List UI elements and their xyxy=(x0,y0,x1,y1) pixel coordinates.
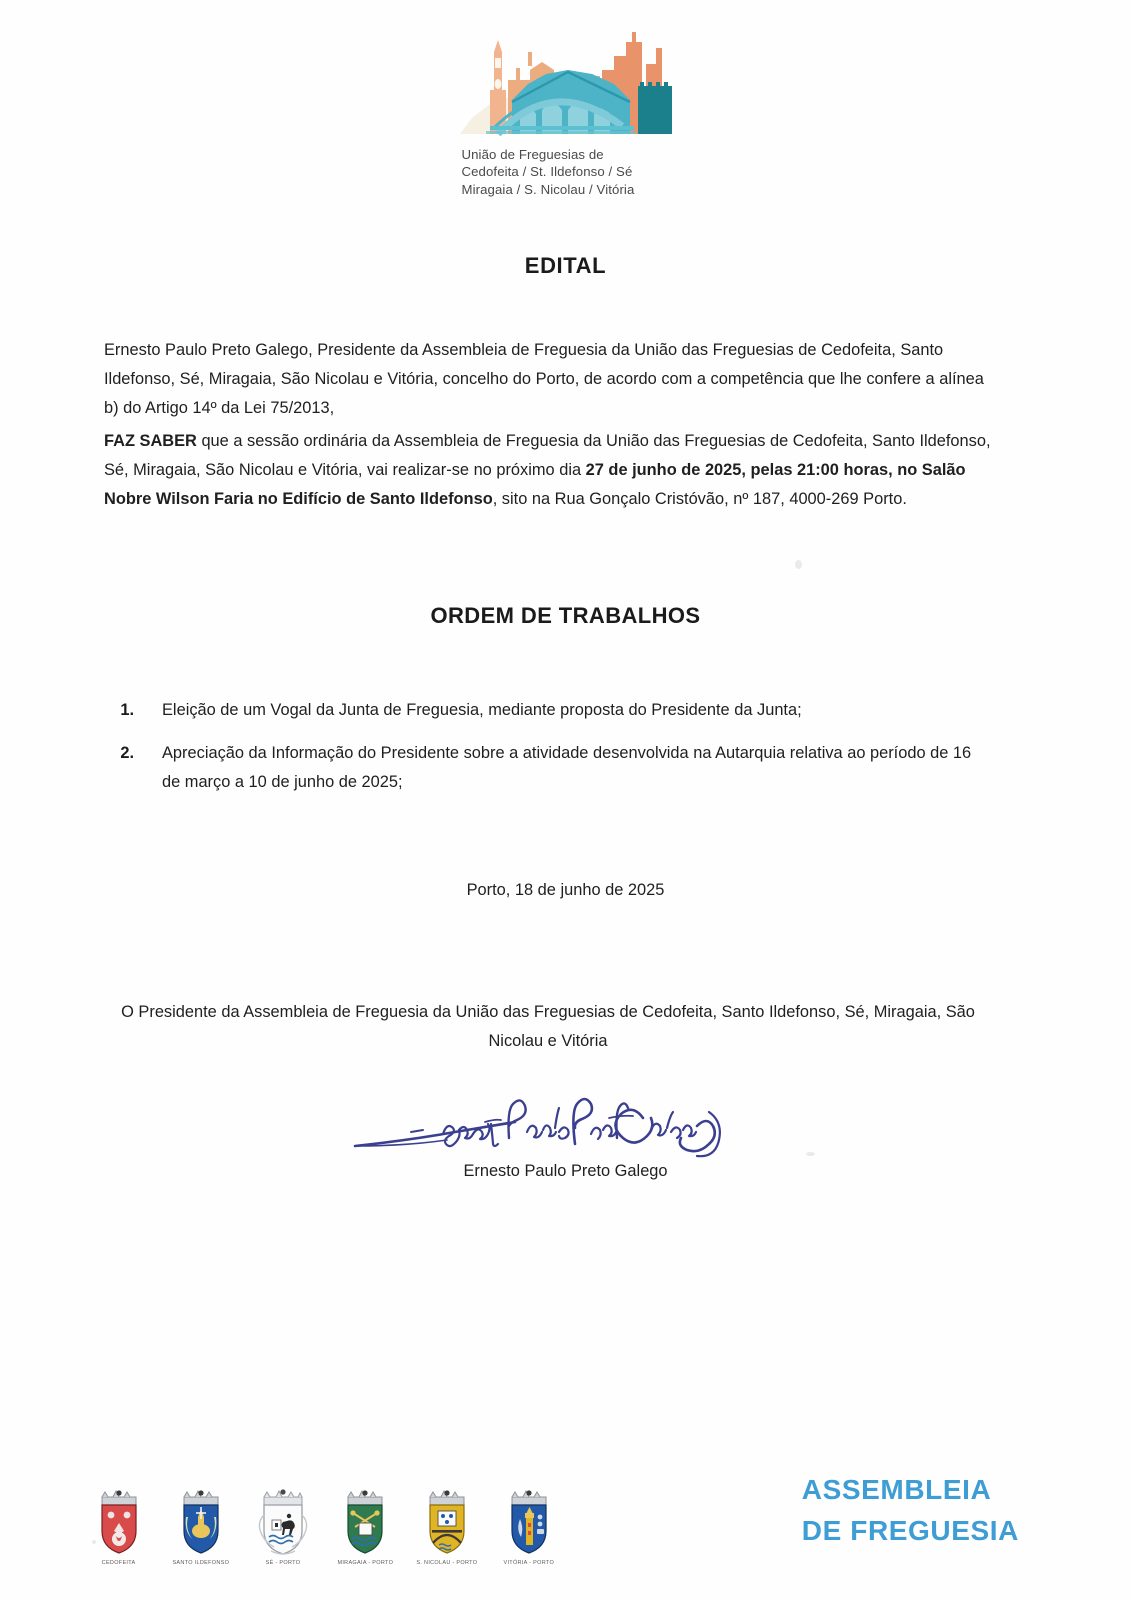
coat-of-arms-row xyxy=(86,1487,562,1566)
crest-label: VITÓRIA - PORTO xyxy=(503,1560,555,1566)
agenda-list xyxy=(104,696,992,811)
faz-saber-paragraph xyxy=(104,427,992,514)
intro-paragraph: Ernesto Paulo Preto Galego, Presidente da Assembleia de Freguesia da União das Freguesias de Cedofeita, Santo Ildefonso, Sé, Miragaia, São Nicolau e Vitória, concelho do Porto, de acordo com a competência que lhe confere a alínea b) do Artigo 14º da Lei 75/2013, xyxy=(104,341,984,417)
agenda-item-number: 2. xyxy=(120,744,134,762)
logo-caption xyxy=(450,146,682,198)
crest-label: CEDOFEITA xyxy=(102,1560,136,1566)
date-line: Porto, 18 de junho de 2025 xyxy=(466,881,665,899)
scan-artifact xyxy=(795,560,802,569)
signature-block xyxy=(0,1082,1131,1181)
signatory-name: Ernesto Paulo Preto Galego xyxy=(463,1162,668,1180)
coat-of-arms-icon xyxy=(499,1487,559,1559)
agenda-item-number: 1. xyxy=(120,701,134,719)
list-item xyxy=(104,739,992,797)
faz-saber-datetime: 27 de junho de 2025, pelas 21:00 horas, no Salão Nobre Wilson Faria no Edifício de Santo Ildefonso xyxy=(104,461,966,508)
logo-caption-line-2: Cedofeita / St. Ildefonso / Sé xyxy=(461,164,633,180)
agenda-item-text: Apreciação da Informação do Presidente sobre a atividade desenvolvida na Autarquia relativa ao período de 16 de março a 10 de junho de 2025; xyxy=(162,744,972,791)
crest-se xyxy=(250,1487,316,1566)
coat-of-arms-icon xyxy=(417,1487,477,1559)
page-title: EDITAL xyxy=(524,253,607,278)
coat-of-arms-icon xyxy=(253,1487,313,1559)
closing-statement: O Presidente da Assembleia de Freguesia da União das Freguesias de Cedofeita, Santo Ildefonso, Sé, Miragaia, São Nicolau e Vitória xyxy=(121,1003,975,1050)
agenda-item-text: Eleição de um Vogal da Junta de Freguesia, mediante proposta do Presidente da Junta; xyxy=(162,701,802,719)
crest-vitoria xyxy=(496,1487,562,1566)
page-footer xyxy=(0,1444,1131,1574)
crest-cedofeita xyxy=(86,1487,152,1566)
organization-logo xyxy=(0,22,1131,198)
footer-wordmark-line-1: ASSEMBLEIA xyxy=(801,1474,992,1506)
coat-of-arms-icon xyxy=(89,1487,149,1559)
coat-of-arms-icon xyxy=(171,1487,231,1559)
porto-skyline-icon xyxy=(450,22,682,138)
handwritten-signature-icon xyxy=(351,1082,781,1160)
crest-label: SANTO ILDEFONSO xyxy=(172,1560,230,1566)
crest-label: SÉ - PORTO xyxy=(265,1560,301,1566)
logo-caption-line-3: Miragaia / S. Nicolau / Vitória xyxy=(461,181,635,197)
coat-of-arms-icon xyxy=(335,1487,395,1559)
crest-miragaia xyxy=(332,1487,398,1566)
logo-caption-line-1: União de Freguesias de xyxy=(461,147,604,162)
footer-wordmark xyxy=(802,1470,1019,1552)
list-item xyxy=(104,696,992,725)
footer-wordmark-line-2: DE FREGUESIA xyxy=(801,1515,1019,1547)
faz-saber-part-1: que a sessão ordinária da Assembleia de Freguesia da União das Freguesias de Cedofeita, Santo Ildefonso, Sé, Miragaia, São Nicolau e Vitória, vai realizar-se no próximo dia xyxy=(104,432,991,479)
crest-label: S. NICOLAU - PORTO xyxy=(416,1560,478,1566)
faz-saber-part-2: , sito na Rua Gonçalo Cristóvão, nº 187, 4000-269 Porto. xyxy=(492,490,907,508)
faz-saber-lead: FAZ SABER xyxy=(104,432,197,450)
crest-label: MIRAGAIA - PORTO xyxy=(337,1560,393,1566)
section-title-ordem-de-trabalhos: ORDEM DE TRABALHOS xyxy=(430,603,701,628)
crest-santo-ildefonso xyxy=(168,1487,234,1566)
crest-sao-nicolau xyxy=(414,1487,480,1566)
